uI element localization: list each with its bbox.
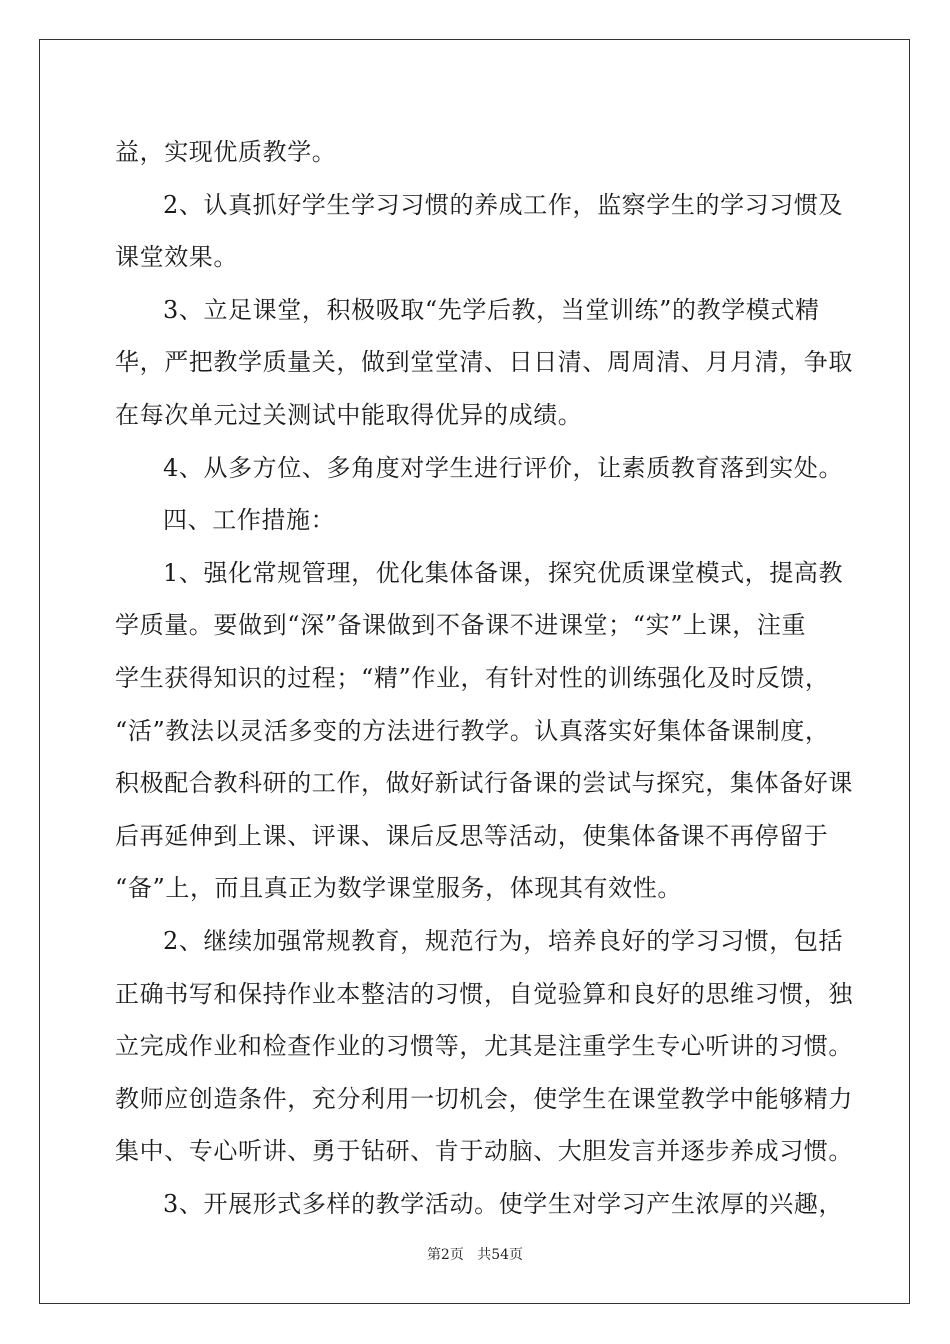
text-line: 积极配合教科研的工作，做好新试行备课的尝试与探究，集体备好课 [115,769,853,798]
text-line: “备”上，而且真正为数学课堂服务，体现其有效性。 [115,874,682,903]
text-line: 华，严把教学质量关，做到堂堂清、日日清、周周清、月月清，争取 [115,348,853,377]
text-line: 正确书写和保持作业本整洁的习惯，自觉验算和良好的思维习惯，独 [115,979,853,1008]
text-line: 学质量。要做到“深”备课做到不备课不进课堂；“实”上课，注重 [115,611,807,640]
text-line: 2、认真抓好学生学习习惯的养成工作，监察学生的学习习惯及 [163,190,844,219]
text-line: 在每次单元过关测试中能取得优异的成绩。 [115,400,583,429]
text-line: 后再延伸到上课、评课、课后反思等活动，使集体备课不再停留于 [115,821,829,850]
text-line: 集中、专心听讲、勇于钻研、肯于动脑、大胆发言并逐步养成习惯。 [115,1137,853,1166]
text-line: 3、立足课堂，积极吸取“先学后教，当堂训练”的教学模式精 [163,295,820,324]
text-line: 2、继续加强常规教育，规范行为，培养良好的学习习惯，包括 [163,926,844,955]
text-line: 学生获得知识的过程；“精”作业，有针对性的训练强化及时反馈， [115,663,830,692]
text-line: 1、强化常规管理，优化集体备课，探究优质课堂模式，提高教 [163,558,844,587]
text-line: 立完成作业和检查作业的习惯等，尤其是注重学生专心听讲的习惯。 [115,1032,853,1061]
text-line: 教师应创造条件，充分利用一切机会，使学生在课堂教学中能够精力 [115,1084,853,1113]
text-line: 课堂效果。 [115,243,238,272]
text-line: “活”教法以灵活多变的方法进行教学。认真落实好集体备课制度， [115,716,830,745]
text-line: 益，实现优质教学。 [115,138,337,166]
text-line: 3、开展形式多样的教学活动。使学生对学习产生浓厚的兴趣， [163,1189,844,1218]
text-line: 四、工作措施： [163,506,336,535]
page-total: 共54页 [477,1247,524,1263]
page-number: 第2页 [426,1247,464,1263]
page-footer [0,1244,950,1264]
document-body [115,126,853,1230]
text-line: 4、从多方位、多角度对学生进行评价，让素质教育落到实处。 [163,453,844,482]
